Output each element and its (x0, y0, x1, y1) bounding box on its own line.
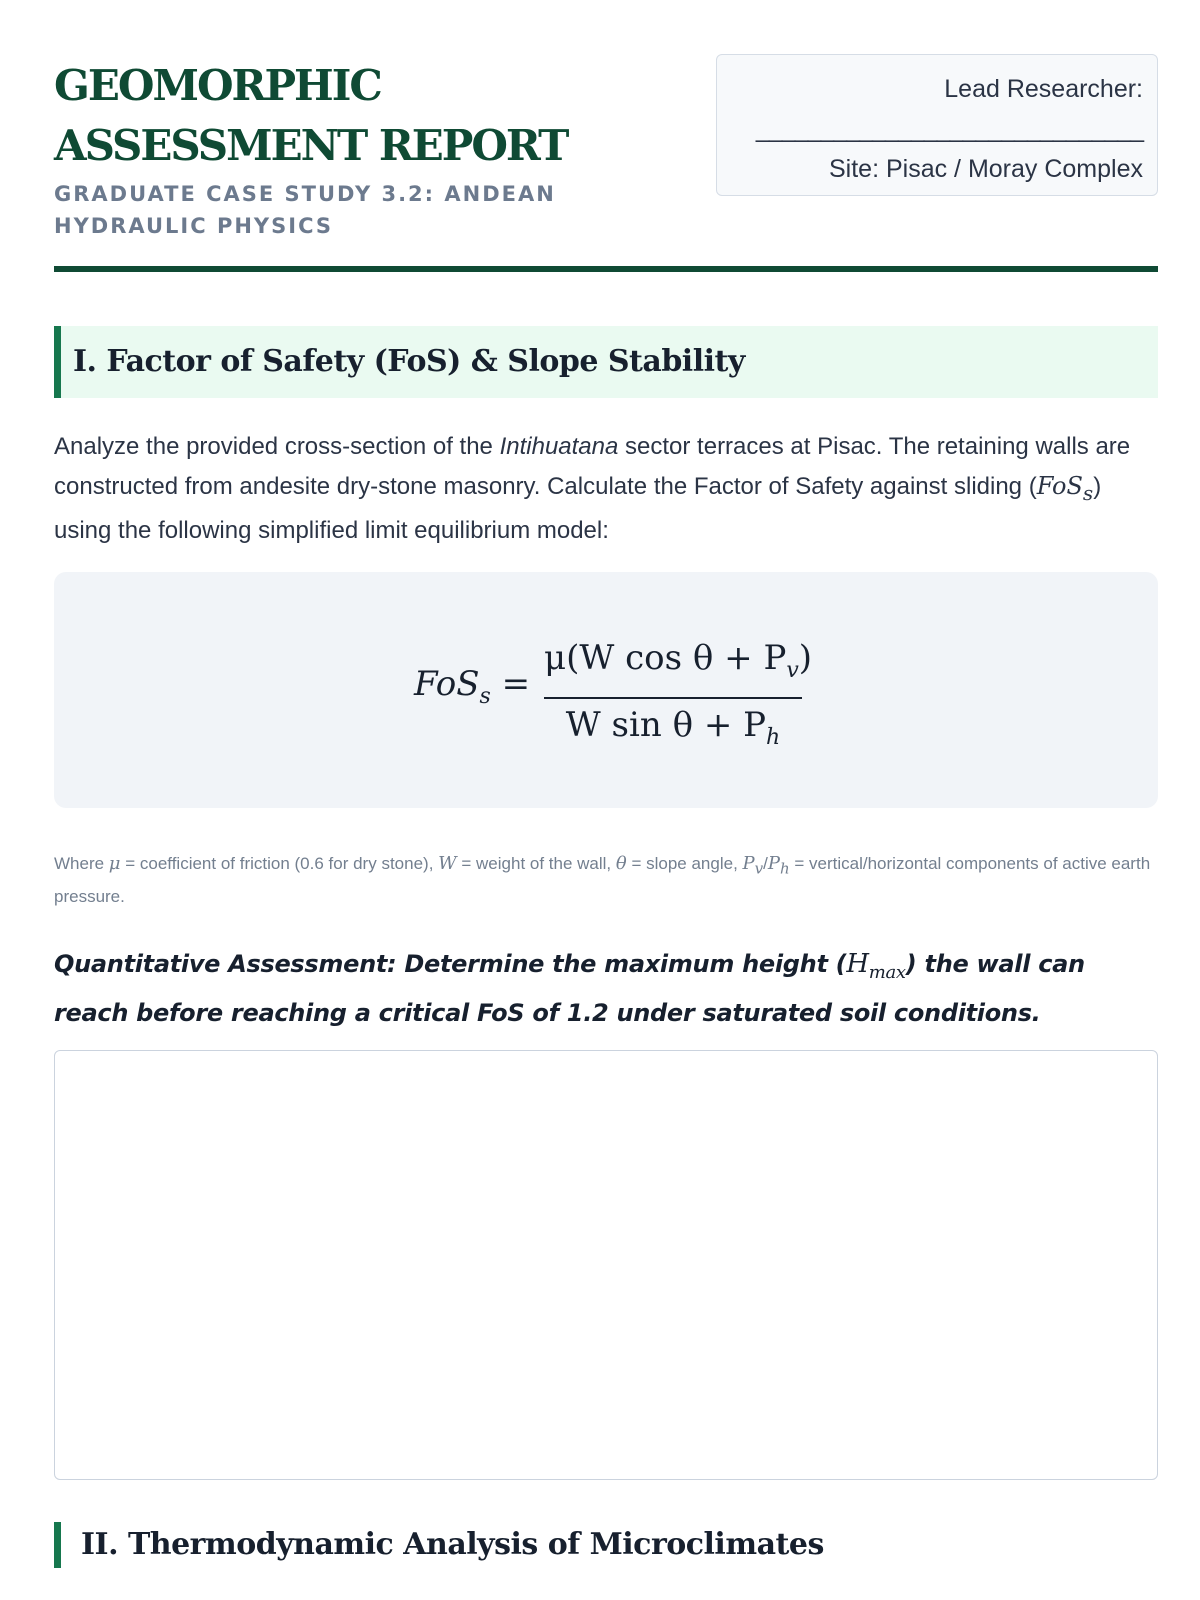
formula-fraction (544, 634, 813, 762)
report-title-line2: ASSESSMENT REPORT (54, 121, 568, 170)
formula-lhs (414, 664, 530, 709)
intro-fos-symbol-text: FoS (1036, 471, 1083, 500)
formula-denominator-text: W sin θ + P (565, 704, 767, 745)
intro-text-1: Analyze the provided cross-section of the (54, 433, 500, 460)
section-heading-fos: I. Factor of Safety (FoS) & Slope Stability (54, 326, 1158, 398)
formula-numerator-text: μ(W cos θ + P (544, 638, 787, 678)
formula-numerator-close: ) (798, 638, 813, 678)
note-pv-text: P (742, 853, 755, 874)
signature-line: ______________________________ (755, 115, 1143, 143)
report-title-line1: GEOMORPHIC (54, 61, 381, 110)
note-slash: / (763, 854, 768, 873)
note-text-2: = coefficient of friction (0.6 for dry stone), (120, 854, 439, 873)
report-title (54, 56, 694, 176)
formula-denominator-sub: h (766, 724, 781, 750)
formula-variable-note (54, 850, 1158, 910)
intro-text-2: sector terraces at Pisac. The retaining walls are constructed from andesite dry-stone masonry. Calculate the Factor of Safety against sliding ( (54, 433, 1131, 500)
header-divider (54, 266, 1158, 272)
question-symbol-text: H (846, 949, 869, 979)
question-text-1: Quantitative Assessment: Determine the maximum height ( (54, 950, 847, 978)
answer-box[interactable] (54, 1050, 1158, 1480)
note-ph (767, 853, 790, 878)
note-ph-sub: h (779, 859, 790, 878)
question-symbol-sub: max (868, 962, 906, 984)
note-theta: θ (615, 853, 627, 874)
section-heading-thermodynamic: II. Thermodynamic Analysis of Microclimates (54, 1522, 1158, 1568)
note-text-1: Where (54, 854, 109, 873)
formula-lhs-text: FoS (414, 664, 480, 704)
formula-fraction-bar (544, 697, 802, 699)
question-symbol (846, 949, 906, 984)
section-intro-paragraph (54, 428, 1158, 550)
report-header (54, 0, 1158, 272)
note-text-4: = slope angle, (626, 854, 743, 873)
intro-fos-symbol (1036, 471, 1094, 505)
intro-text-3: ) using the following simplified limit equilibrium model: (54, 472, 1102, 544)
note-mu: μ (108, 853, 121, 874)
question-text-2: ) the wall can reach before reaching a critical FoS of 1.2 under saturated soil conditions. (54, 950, 1085, 1028)
lead-researcher-label: Lead Researcher: (944, 75, 1143, 103)
formula-box (54, 572, 1158, 808)
note-pv (742, 853, 764, 878)
note-text-3: = weight of the wall, (456, 854, 616, 873)
formula-denominator (544, 701, 802, 762)
formula-numerator (544, 634, 813, 695)
intro-emphasis: Intihuatana (499, 433, 619, 460)
intro-fos-symbol-sub: s (1082, 480, 1094, 505)
site-label: Site: Pisac / Moray Complex (829, 155, 1143, 183)
note-pv-sub: v (754, 859, 764, 878)
report-subtitle: GRADUATE CASE STUDY 3.2: ANDEAN HYDRAULIC PHYSICS (54, 182, 556, 238)
formula-numerator-sub: v (786, 657, 799, 683)
researcher-info-box (716, 54, 1158, 196)
note-text-5: = vertical/horizontal components of active earth pressure. (54, 854, 1151, 906)
note-ph-text: P (767, 853, 780, 874)
formula-lhs-sub: s (479, 683, 491, 709)
formula-equals: = (501, 664, 531, 704)
note-w: W (438, 853, 457, 874)
assessment-question (54, 944, 1158, 1033)
